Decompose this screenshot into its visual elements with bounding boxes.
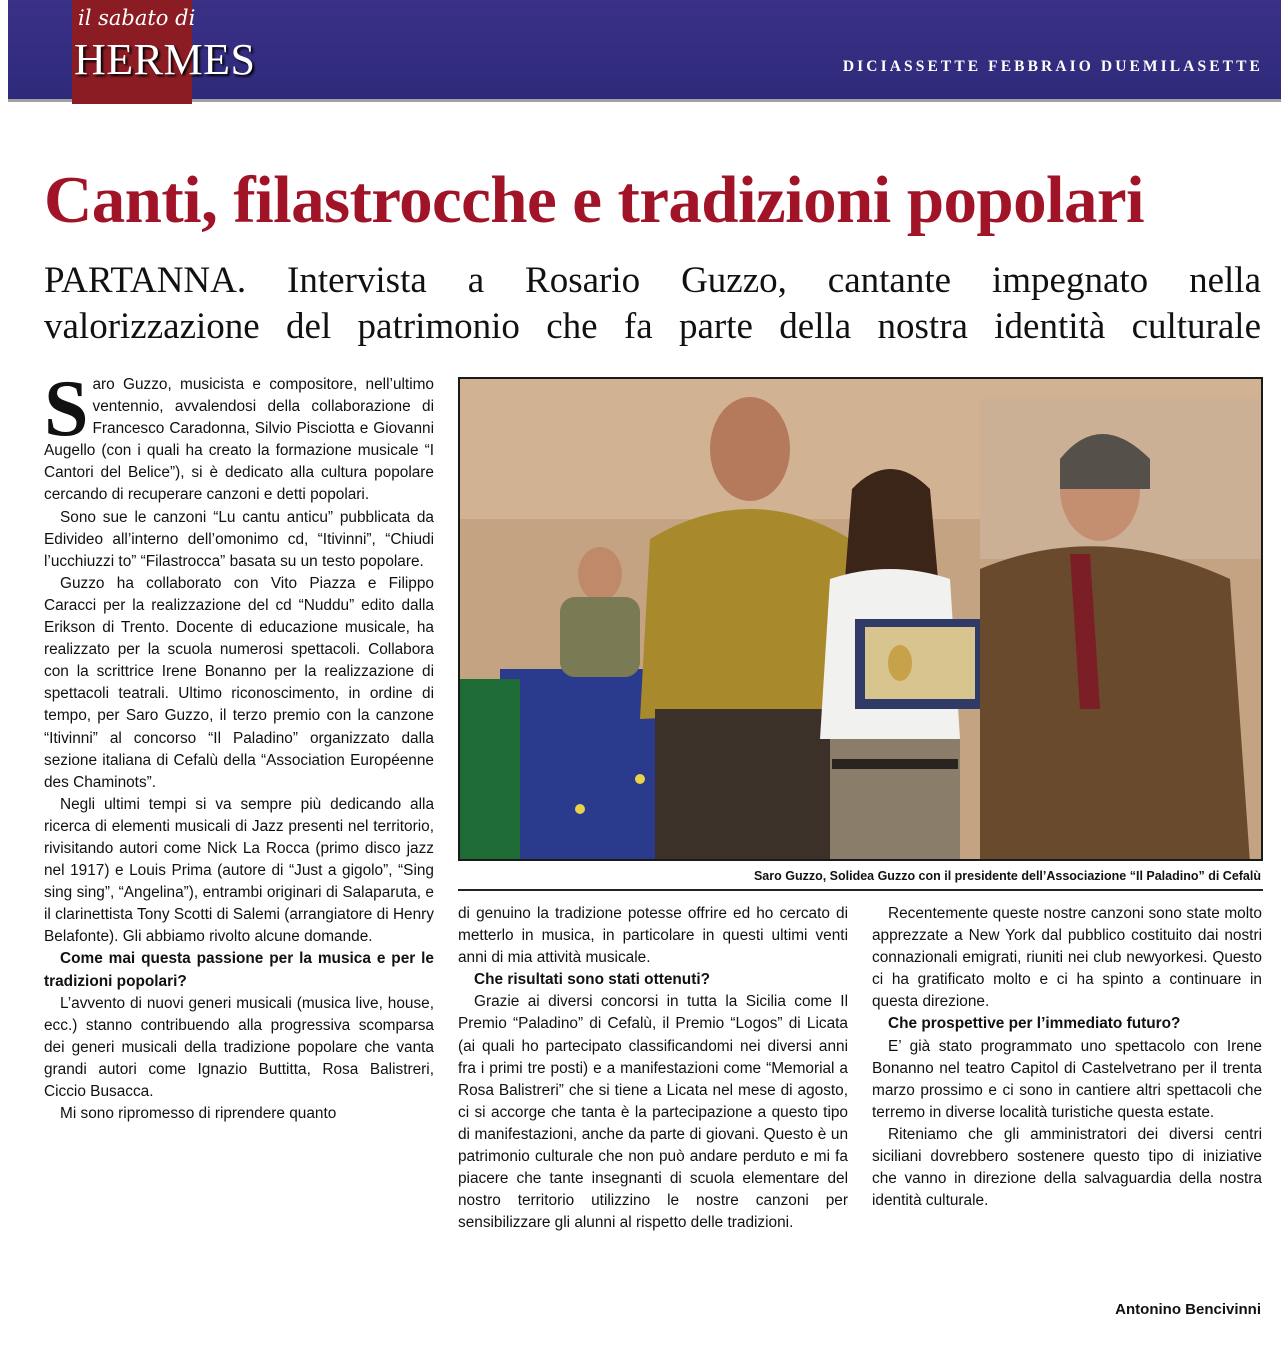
issue-date: DICIASSETTE FEBBRAIO DUEMILASETTE [842, 58, 1263, 75]
article-column-2 [458, 903, 848, 1234]
interview-question: Che risultati sono stati ottenuti? [474, 971, 710, 989]
author-signature: Antonino Bencivinni [1115, 1301, 1261, 1318]
drop-cap: S [44, 365, 89, 453]
photo-illustration [460, 379, 1263, 861]
logo-script-title: il sabato di [78, 6, 196, 30]
paragraph: Sono sue le canzoni “Lu cantu anticu” pubblicata da Edivideo all’interno dell’omonimo cd, “Itivinni”, “Chiudi l’ucchiuzzi to” “Filastrocca” basata su un testo popolare. [44, 508, 434, 570]
masthead-divider [8, 99, 1281, 102]
paragraph-intro [44, 365, 434, 507]
interview-question: Che prospettive per l’immediato futuro? [888, 1015, 1181, 1033]
interview-answer: Grazie ai diversi concorsi in tutta la Sicilia come Il Premio “Paladino” di Cefalù, il Premio “Logos” di Licata (ai quali ho partecipato classificandomi nei diversi anni fra i primi tre posti) e a manifestazioni come “Memorial a Rosa Balistreri” che si tiene a Licata nel mese di agosto, ci si accorge che tanta è la partecipazione a questo tipo di manifestazioni, anche da parte di giovani. Questo è un patrimonio culturale che non può andare perduto e mi fa piacere che tante insegnanti di scuola elementare del nostro territorio utilizzino le nostre canzoni per sensibilizzare gli alunni al rispetto delle tradizioni. [458, 993, 848, 1232]
paragraph-text: aro Guzzo, musicista e compositore, nell’ultimo ventennio, avvalendosi della collaborazione di Francesco Caradonna, Silvio Pisciotta e Giovanni Augello (con i quali ha creato la formazione musicale “I Cantori del Belice”), si è dedicato alla cultura popolare cercando di recuperare canzoni e detti popolari. [44, 376, 434, 504]
article-photo [458, 377, 1263, 861]
logo-wordmark: HERMES [74, 35, 256, 84]
interview-answer: Riteniamo che gli amministratori dei diversi centri siciliani dovrebbero sostenere questo tipo di iniziative che vanno in direzione della salvaguardia della nostra identità culturale. [872, 1125, 1262, 1210]
interview-answer: Recentemente queste nostre canzoni sono state molto apprezzate a New York dal pubblico costituito dai nostri connazionali emigrati, riuniti nei club newyorkesi. Questo ci ha gratificato molto e ci ha spinto a continuare in questa direzione. [872, 905, 1262, 1011]
interview-answer: L’avvento di nuovi generi musicali (musica live, house, ecc.) stanno contribuendo alla progressiva scomparsa dei generi musicali della tradizione popolare che vanta grandi autori come Ignazio Buttitta, Rosa Balistreri, Ciccio Busacca. [44, 994, 434, 1100]
article-subheadline [44, 258, 1261, 350]
photo-caption: Saro Guzzo, Solidea Guzzo con il presidente dell’Associazione “Il Paladino” di Cefalù [753, 869, 1261, 883]
article-column-1 [44, 365, 434, 1125]
paragraph: Negli ultimi tempi si va sempre più dedicando alla ricerca di elementi musicali di Jazz presenti nel territorio, rivisitando autori come Nick La Rocca (primo disco jazz nel 1917) e Louis Prima (autore di “Just a gigolo”, “Sing sing sing”, “Angelina”), entrambi originari di Salaparuta, e il clarinettista Tony Scotti di Salemi (arrangiatore di Henry Belafonte). Gli abbiamo rivolto alcune domande. [44, 795, 434, 946]
interview-question: Come mai questa passione per la musica e per le tradizioni popolari? [44, 950, 434, 990]
caption-divider [458, 889, 1263, 891]
subheadline-line-2: valorizzazione del patrimonio che fa parte della nostra identità culturale [44, 306, 1261, 347]
interview-answer-continued: di genuino la tradizione potesse offrire ed ho cercato di metterlo in musica, in particolare in questi ultimi venti anni di mia attività musicale. [458, 905, 848, 967]
subheadline-line-1: PARTANNA. Intervista a Rosario Guzzo, cantante impegnato nella [44, 260, 1261, 301]
article-headline: Canti, filastrocche e tradizioni popolari [44, 163, 1145, 237]
interview-answer: E’ già stato programmato uno spettacolo con Irene Bonanno nel teatro Capitol di Castelvetrano per il trenta marzo prossimo e ci sono in cantiere altri spettacoli che terremo in diverse località turistiche questa estate. [872, 1037, 1262, 1121]
interview-answer: Mi sono ripromesso di riprendere quanto [60, 1105, 337, 1123]
article-column-3 [872, 903, 1262, 1212]
paragraph: Guzzo ha collaborato con Vito Piazza e Filippo Caracci per la realizzazione del cd “Nuddu” edito dalla Erikson di Trento. Docente di educazione musicale, ha realizzato per la scuola numerosi spettacoli. Collabora con la scrittrice Irene Bonanno per la realizzazione di spettacoli teatrali. Ultimo riconoscimento, in ordine di tempo, per Saro Guzzo, il terzo premio con la canzone “Itivinni” al concorso “Il Paladino” organizzato dalla sezione italiana di Cefalù della “Association Européenne des Chaminots”. [44, 574, 434, 791]
